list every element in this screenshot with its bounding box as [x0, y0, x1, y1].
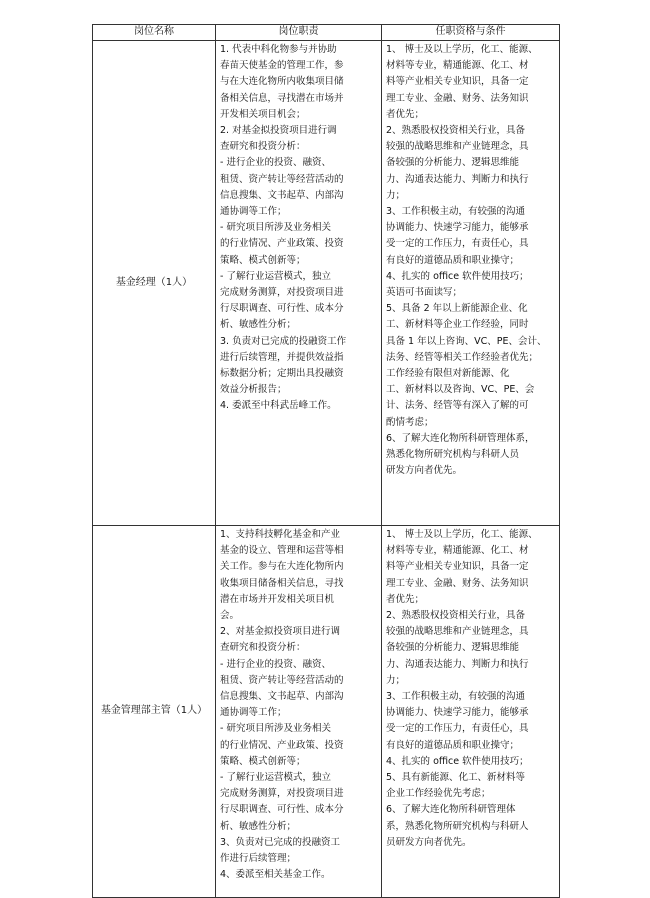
qualification-line: 2、熟悉股权投资相关行业，具备 [386, 610, 526, 622]
qualification-line: 备较强的分析能力、逻辑思维能 [386, 642, 520, 654]
duty-line: 潜在市场并开发相关项目机 [220, 593, 335, 605]
qualification-line: 受一定的工作压力，有责任心，具 [386, 723, 529, 735]
duty-line: 完成财务测算，对投资项目进 [220, 788, 344, 800]
qualification-line: 具备 1 年以上咨询、VC、PE、会计、 [386, 335, 547, 347]
position-name: 基金管理部主管（1人） [93, 526, 216, 898]
duty-line: 收集项目储备相关信息，寻找 [220, 577, 344, 589]
duty-line: 1. 代表中科化物参与并协助 [220, 44, 337, 55]
duty-line: 通协调等工作； [220, 206, 287, 218]
position-name: 基金经理（1人） [93, 41, 216, 526]
qualification-line: 力、沟通表达能力、判断力和执行 [386, 658, 529, 670]
duty-line: 完成财务测算，对投资项目进 [220, 287, 344, 299]
duty-line: - 了解行业运营模式，独立 [220, 772, 331, 784]
duty-line: 开发相关项目机会； [220, 108, 306, 120]
qualifications-cell [382, 526, 560, 898]
table-row [93, 526, 560, 898]
duty-line: 1、支持科技孵化基金和产业 [220, 529, 341, 540]
duty-line: 查研究和投资分析： [220, 642, 306, 654]
qualification-line: 力； [386, 674, 406, 686]
qualification-line: 力； [386, 189, 406, 201]
qualification-line: 1、 博士及以上学历，化工、能源、 [386, 44, 538, 55]
qualification-line: 协调能力、快速学习能力，能够承 [386, 707, 529, 719]
duty-line: 3. 负责对已完成的投融资工作 [220, 335, 347, 347]
duty-line: 的行业情况、产业政策、投资 [220, 739, 344, 751]
duty-line: 进行后续管理，并提供效益指 [220, 351, 344, 363]
duty-line: 4、委派至相关基金工作。 [220, 869, 331, 881]
duty-line: 租赁、资产转让等经营活动的 [220, 173, 344, 185]
qualification-line: 研发方向者优先。 [386, 465, 463, 477]
duty-line: 信息搜集、文书起草、内部沟 [220, 189, 344, 201]
duty-line: 析、敏感性分析； [220, 820, 297, 832]
qualification-line: 有良好的道德品质和职业操守； [386, 254, 520, 266]
header-position: 岗位名称 [93, 25, 216, 41]
duty-line: 的行业情况、产业政策、投资 [220, 238, 344, 250]
qualification-line: 较强的战略思维和产业链理念，具 [386, 626, 529, 638]
duty-line: - 进行企业的投资、融资、 [220, 658, 331, 670]
duty-line: 春苗天使基金的管理工作，参 [220, 60, 344, 72]
qualifications-cell [382, 41, 560, 526]
duties-cell [216, 41, 382, 526]
duty-line: 标数据分析；定期出具投融资 [220, 368, 344, 380]
duties-cell [216, 526, 382, 898]
qualification-line: 备较强的分析能力、逻辑思维能 [386, 157, 520, 169]
qualification-line: 酌情考虑； [386, 416, 434, 428]
qualification-line: 材料等专业，精通能源、化工、材 [386, 60, 529, 72]
duty-line: 行尽职调查、可行性、成本分 [220, 303, 344, 315]
qualification-line: 系，熟悉化物所研究机构与科研人 [386, 820, 529, 832]
duty-line: 析、敏感性分析； [220, 319, 297, 331]
qualification-line: 者优先； [386, 593, 425, 605]
duty-line: 通协调等工作； [220, 707, 287, 719]
qualification-line: 有良好的道德品质和职业操守； [386, 739, 520, 751]
qualification-line: 较强的战略思维和产业链理念，具 [386, 141, 529, 153]
qualification-line: 理工专业、金融、财务、法务知识 [386, 577, 529, 589]
duty-line: 效益分析报告； [220, 384, 287, 396]
duty-line: 3、负责对已完成的投融资工 [220, 836, 341, 848]
header-row [93, 25, 560, 41]
qualification-line: 6、了解大连化物所科研管理体系， [386, 432, 535, 444]
qualification-line: 4、扎实的 office 软件使用技巧； [386, 755, 529, 767]
duty-line: 4. 委派至中科武岳峰工作。 [220, 400, 337, 412]
duty-line: 行尽职调查、可行性、成本分 [220, 804, 344, 816]
qualification-line: 法务、经管等相关工作经验者优先； [386, 351, 539, 363]
duty-line: 信息搜集、文书起草、内部沟 [220, 691, 344, 703]
duty-line: - 研究项目所涉及业务相关 [220, 222, 331, 234]
duty-line: 与在大连化物所内收集项目储 [220, 76, 344, 88]
duty-line: 备相关信息，寻找潜在市场并 [220, 92, 344, 104]
qualification-line: 3、工作积极主动，有较强的沟通 [386, 691, 526, 703]
qualification-line: 4、扎实的 office 软件使用技巧； [386, 270, 529, 282]
table-row [93, 41, 560, 526]
qualification-line: 2、熟悉股权投资相关行业，具备 [386, 125, 526, 137]
qualification-line: 者优先； [386, 108, 425, 120]
qualification-line: 企业工作经验优先考虑； [386, 788, 491, 800]
qualification-line: 英语可书面读写； [386, 287, 463, 299]
qualification-line: 3、工作积极主动，有较强的沟通 [386, 206, 526, 218]
qualification-line: 理工专业、金融、财务、法务知识 [386, 92, 529, 104]
qualification-line: 协调能力、快速学习能力，能够承 [386, 222, 529, 234]
duty-line: 2. 对基金拟投资项目进行调 [220, 125, 337, 137]
qualification-line: 力、沟通表达能力、判断力和执行 [386, 173, 529, 185]
qualification-line: 1、 博士及以上学历，化工、能源、 [386, 529, 538, 540]
qualification-line: 5、具有新能源、化工、新材料等 [386, 772, 526, 784]
qualification-line: 计、法务、经管等有深入了解的可 [386, 400, 529, 412]
header-duties: 岗位职责 [216, 25, 382, 41]
qualification-line: 料等产业相关专业知识，具备一定 [386, 76, 529, 88]
qualification-line: 工、新材料等企业工作经验，同时 [386, 319, 529, 331]
qualification-line: 工、新材料以及咨询、VC、PE、会 [386, 384, 535, 396]
duty-line: 基金的设立、管理和运营等相 [220, 545, 344, 557]
job-table [92, 24, 560, 898]
duty-line: 会。 [220, 610, 240, 622]
qualification-line: 6、了解大连化物所科研管理体 [386, 804, 516, 816]
header-qualifications: 任职资格与条件 [382, 25, 560, 41]
duty-line: 关工作。参与在大连化物所内 [220, 561, 344, 573]
qualification-line: 材料等专业，精通能源、化工、材 [386, 545, 529, 557]
qualification-line: 熟悉化物所研究机构与科研人员 [386, 449, 520, 461]
duty-line: - 研究项目所涉及业务相关 [220, 723, 331, 735]
duty-line: 2、对基金拟投资项目进行调 [220, 626, 341, 638]
duty-line: 租赁、资产转让等经营活动的 [220, 674, 344, 686]
qualification-line: 工作经验有限但对新能源、化 [386, 368, 510, 380]
duty-line: 作进行后续管理； [220, 853, 297, 865]
qualification-line: 员研发方向者优先。 [386, 836, 472, 848]
qualification-line: 5、具备 2 年以上新能源企业、化 [386, 303, 528, 315]
duty-line: 策略、模式创新等； [220, 755, 306, 767]
duty-line: - 了解行业运营模式，独立 [220, 270, 331, 282]
qualification-line: 受一定的工作压力，有责任心，具 [386, 238, 529, 250]
qualification-line: 料等产业相关专业知识，具备一定 [386, 561, 529, 573]
duty-line: - 进行企业的投资、融资、 [220, 157, 331, 169]
duty-line: 策略、模式创新等； [220, 254, 306, 266]
duty-line: 查研究和投资分析： [220, 141, 306, 153]
